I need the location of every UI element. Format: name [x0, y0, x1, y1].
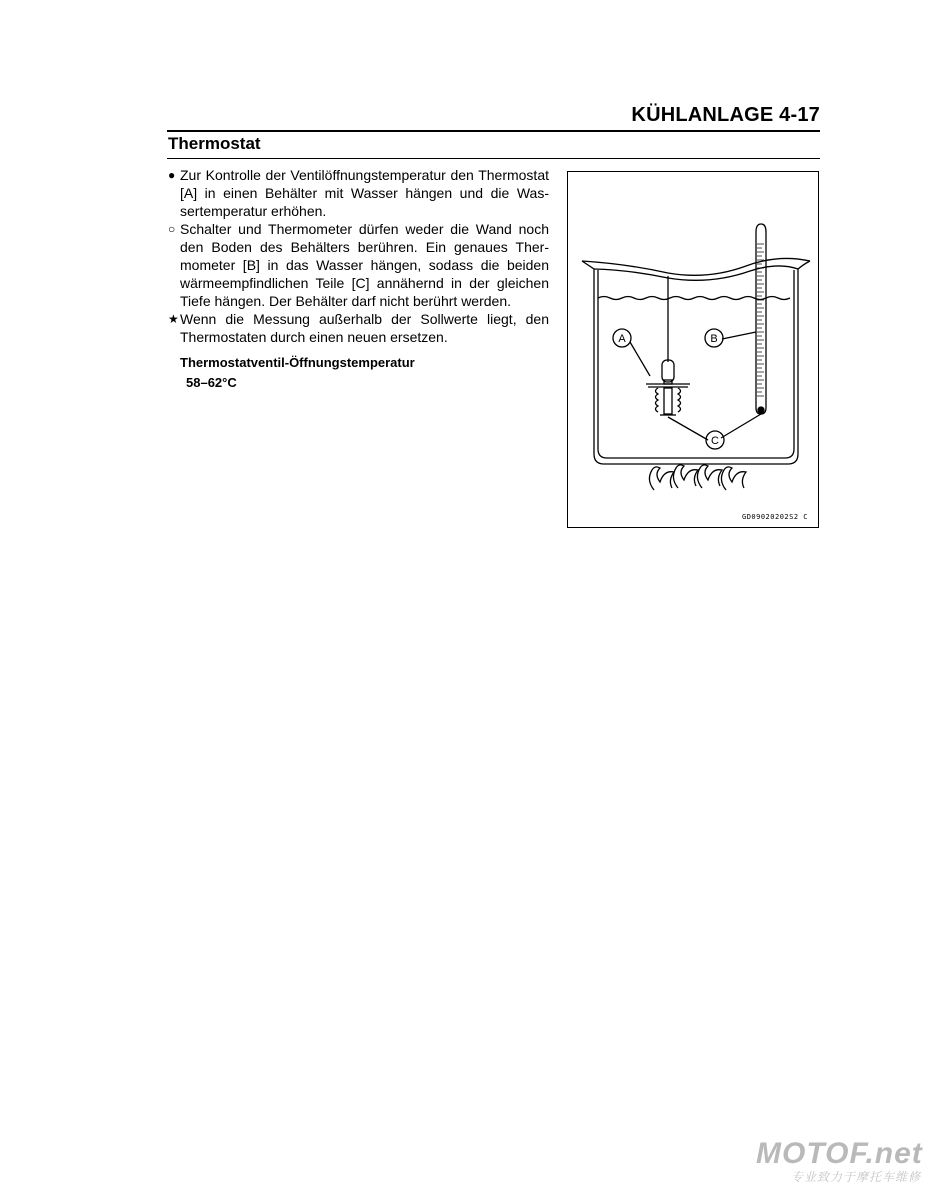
callout-c-label: C	[711, 435, 719, 447]
note-circle-icon: ○	[168, 222, 176, 236]
watermark-tagline: 专业致力于摩托车维修	[790, 1170, 921, 1184]
spec-block	[168, 354, 549, 392]
instruction-text: Wenn die Messung außerhalb der Sollwerte liegt, den Thermostaten durch einen neuen ersetzen.	[180, 311, 549, 345]
figure-code: GD09020202S2 C	[741, 513, 808, 521]
spec-value: 58–62°C	[186, 375, 237, 390]
thermostat-part	[646, 360, 690, 415]
instruction-item	[168, 310, 549, 346]
header-rule	[167, 130, 820, 132]
section-rule	[167, 158, 820, 159]
instruction-column	[168, 166, 549, 392]
watermark-logo	[756, 1138, 921, 1184]
watermark-brand: MOTOF.net	[756, 1137, 923, 1170]
instruction-item	[168, 166, 549, 220]
star-icon: ★	[168, 312, 179, 326]
section-title: Thermostat	[168, 134, 261, 153]
flame-icon	[649, 465, 746, 490]
callout-a-label: A	[618, 333, 626, 345]
page-header-chapter: KÜHLANLAGE 4-17	[631, 104, 820, 126]
callout-b-label: B	[710, 333, 718, 345]
figure-illustration	[568, 172, 820, 529]
instruction-item	[168, 220, 549, 310]
bullet-icon: ●	[168, 168, 176, 182]
instruction-text: Zur Kontrolle der Ventilöffnungstemperatur den Thermostat [A] in einen Behälter mit Wasser hängen und die Wassertemperatur erhöhen.	[180, 167, 549, 219]
instruction-text: Schalter und Thermometer dürfen weder die Wand noch den Boden des Behälters berühren. Ein genaues Thermometer [B] in das Wasser hängen, sodass die beiden wärmeempfindlichen Teile [C] annähernd in der gleichen Tiefe hängen. Der Behälter darf nicht berührt werden.	[180, 221, 549, 309]
thermostat-test-figure	[567, 171, 819, 528]
container-rim	[582, 258, 810, 275]
thermometer-part	[756, 224, 766, 414]
spec-label: Thermostatventil-Öffnungstemperatur	[180, 355, 415, 370]
water-surface	[598, 297, 790, 300]
